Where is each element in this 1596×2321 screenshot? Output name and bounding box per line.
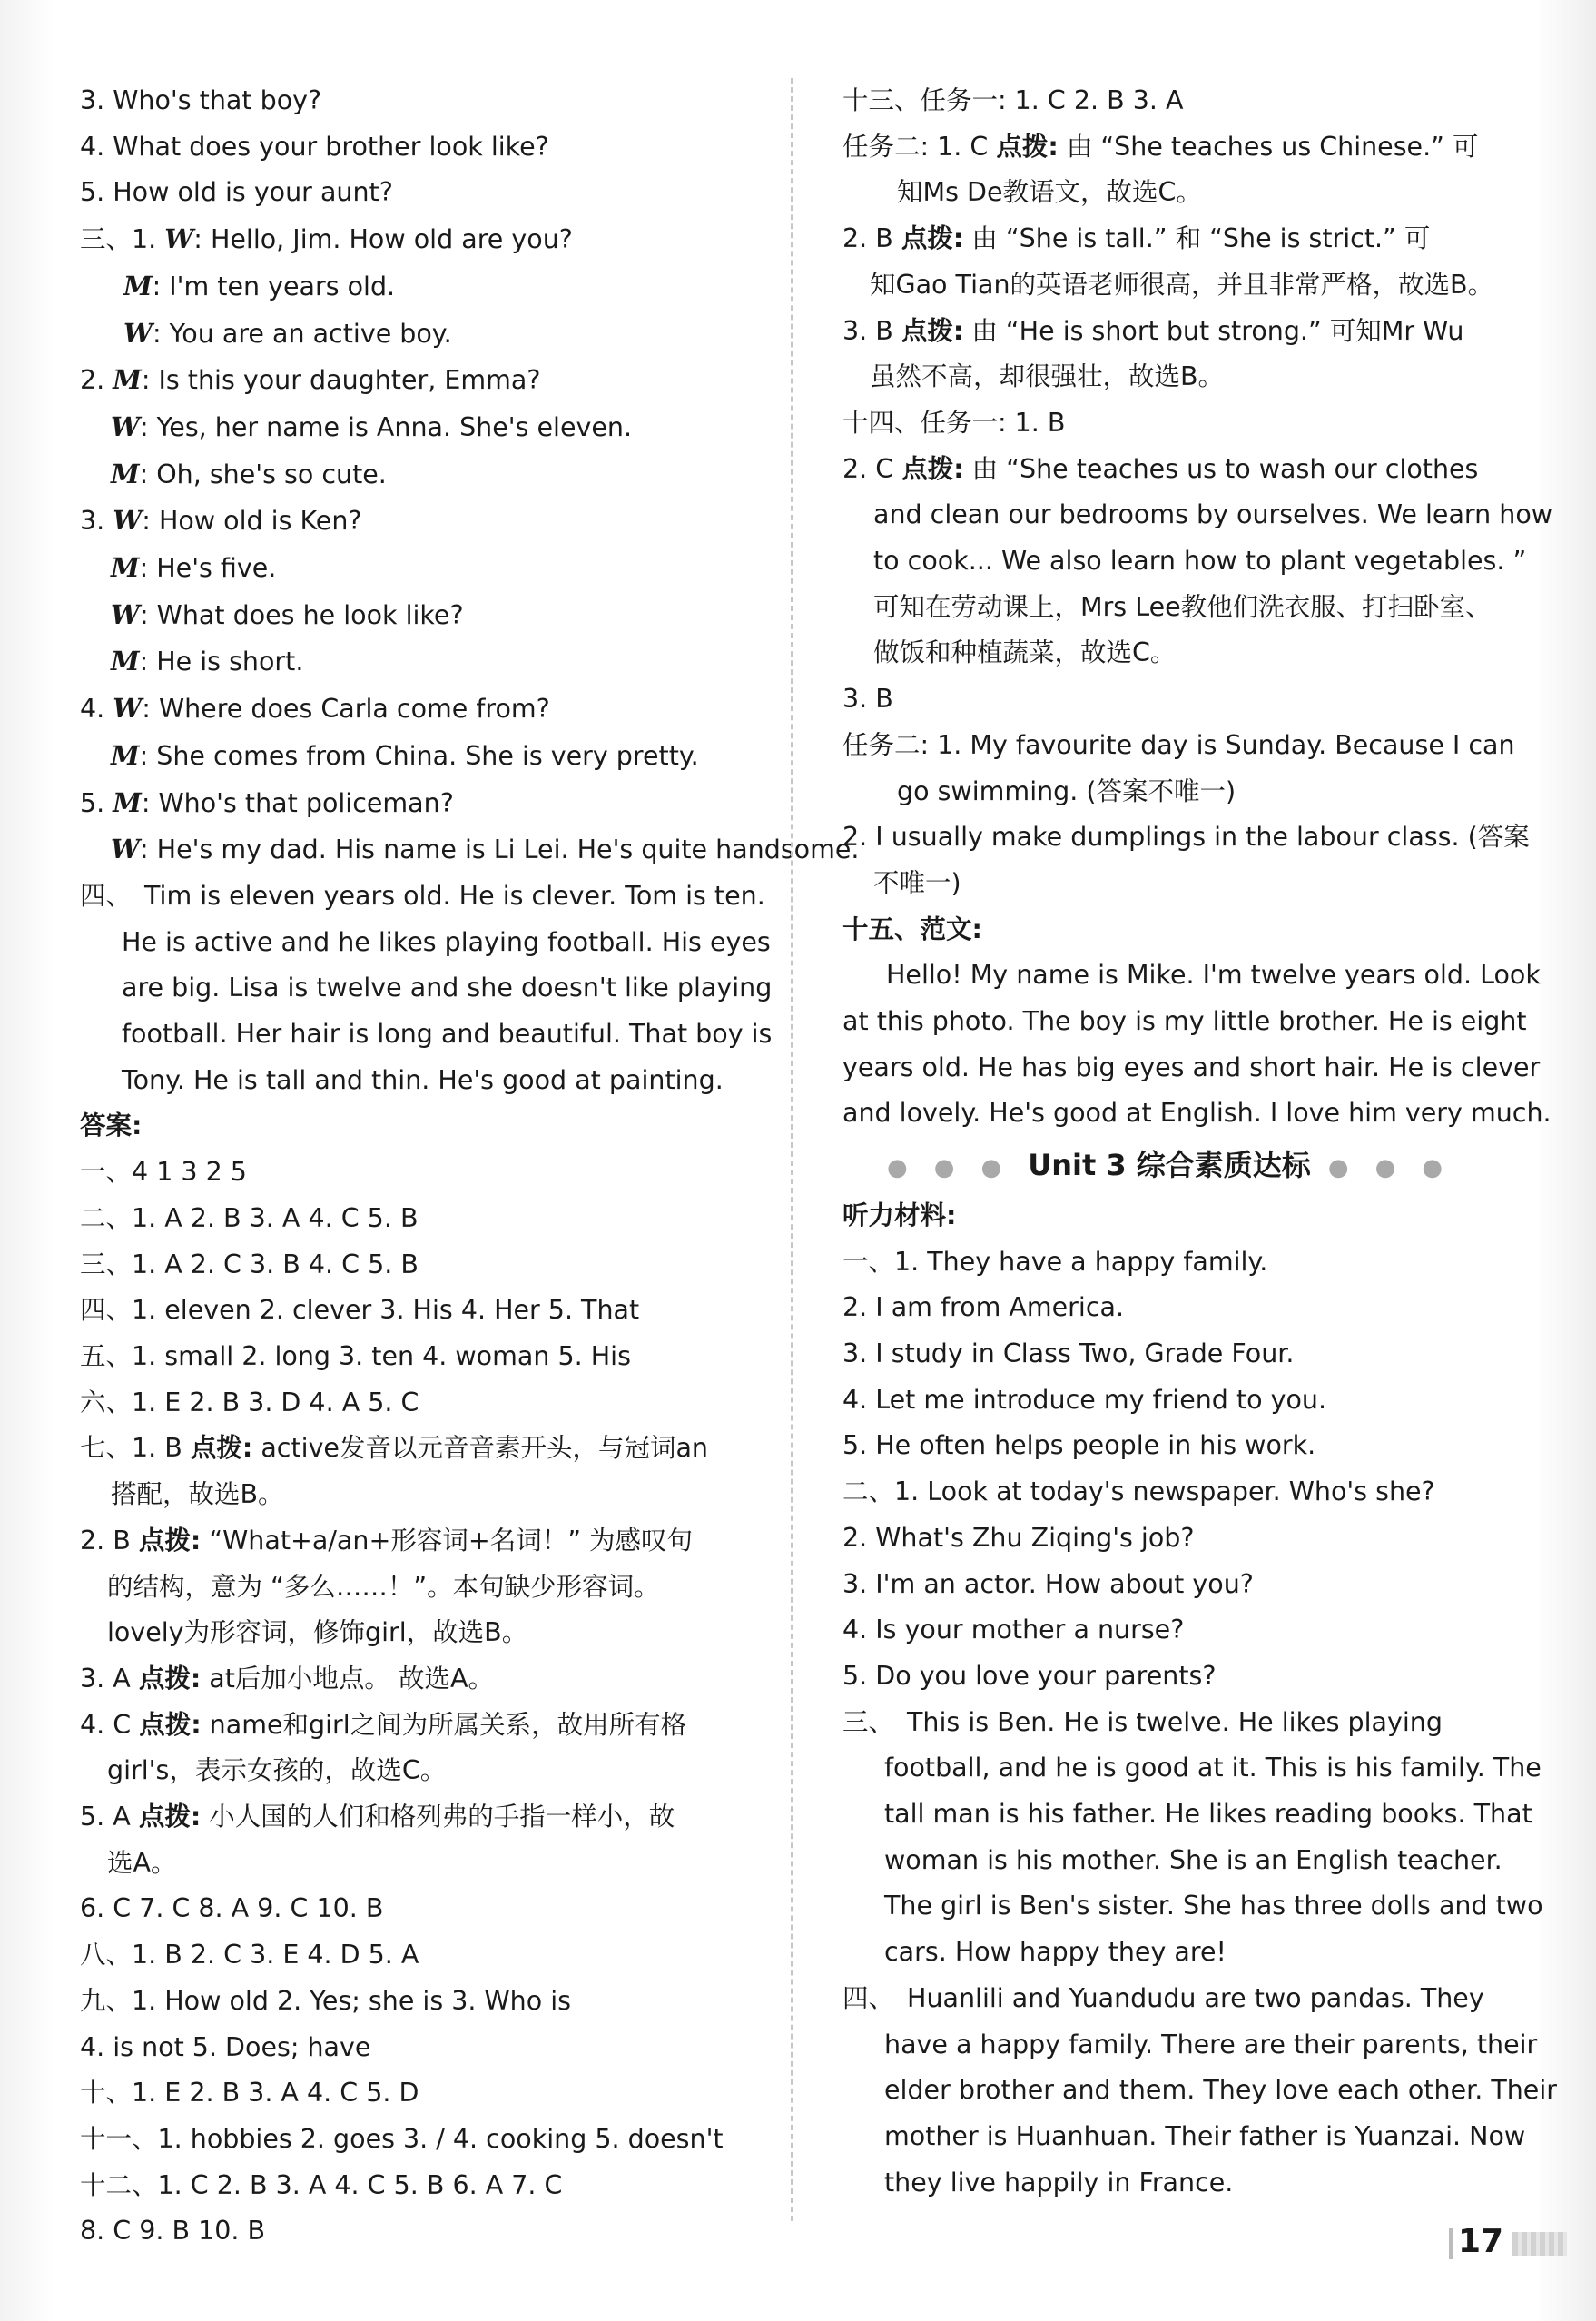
line-text: active发音以元音音素开头，与冠词an	[252, 1433, 708, 1464]
item-number: 4. C	[80, 1709, 140, 1740]
text-line	[80, 686, 752, 733]
line-text: girl's，表示女孩的，故选C。	[107, 1755, 447, 1786]
text-line	[80, 780, 752, 827]
line-text: Huanlili and Yuandudu are two pandas. They	[907, 1982, 1484, 2013]
line-text: 由 “She is tall.” 和 “She is strict.” 可	[963, 223, 1431, 254]
bold-label: 点拨:	[138, 1802, 202, 1832]
text-line	[842, 124, 1496, 171]
line-text: have a happy family. There are their parents, their	[884, 2029, 1538, 2059]
line-text: cars. How happy they are!	[884, 1937, 1227, 1968]
speaker-label: W	[164, 223, 194, 255]
line-text: they live happily in France.	[884, 2167, 1234, 2198]
line-text: 知Gao Tian的英语老师很高，并且非常严格，故选B。	[870, 269, 1494, 300]
text-line: 5. Do you love your parents?	[842, 1660, 1217, 1691]
line-text: go swimming. (答案不唯一)	[897, 775, 1236, 806]
line-text: tall man is his father. He likes reading books. That	[884, 1799, 1532, 1830]
text-line: 一、1. They have a happy family.	[842, 1246, 1268, 1277]
text-line: 二、1. Look at today's newspaper. Who's she?	[842, 1477, 1435, 1507]
text-line: 3. I'm an actor. How about you?	[842, 1568, 1254, 1599]
text-line	[842, 1700, 1496, 1746]
text-line	[842, 170, 1496, 216]
item-number: 4.	[80, 694, 113, 725]
line-text: : Who's that policeman?	[141, 787, 454, 818]
text-line: 4. is not 5. Does; have	[80, 2031, 371, 2062]
line-text: : He's five.	[139, 553, 277, 584]
text-line	[842, 2068, 1557, 2114]
text-line	[80, 592, 752, 639]
text-line	[80, 965, 773, 1012]
left-column	[80, 78, 860, 2255]
text-line: 8. C 9. B 10. B	[80, 2216, 266, 2247]
bold-label: 点拨:	[138, 1525, 202, 1556]
section-label: 四、	[80, 880, 133, 911]
speaker-label: M	[113, 364, 142, 396]
text-line	[80, 1565, 752, 1611]
right-column	[842, 78, 1557, 2206]
item-number: 三、1.	[80, 224, 165, 255]
line-text: : She comes from China. She is very pretty.	[139, 740, 699, 771]
text-line: 3. Who's that boy?	[80, 85, 322, 115]
item-number: 5. A	[80, 1802, 139, 1832]
line-text: Hello! My name is Mike. I'm twelve years old. Look	[886, 960, 1541, 991]
section-label: 三、	[842, 1706, 895, 1737]
text-line: 五、1. small 2. long 3. ten 4. woman 5. His	[80, 1340, 631, 1371]
text-line: 一、4 1 3 2 5	[80, 1157, 247, 1188]
text-line: 2. I am from America.	[842, 1292, 1125, 1323]
text-line	[80, 311, 752, 358]
text-line	[842, 2022, 1538, 2069]
speaker-label: W	[111, 598, 141, 630]
line-text: : Yes, her name is Anna. She's eleven.	[140, 411, 633, 442]
text-line	[842, 2160, 1496, 2207]
text-line	[842, 861, 1496, 907]
text-line	[80, 1656, 752, 1703]
text-line: 十二、1. C 2. B 3. A 4. C 5. B 6. A 7. C	[80, 2169, 563, 2200]
line-text: 搭配，故选B。	[111, 1479, 284, 1510]
item-number: 2. C	[842, 453, 902, 484]
item-number: 任务二: 1. C	[842, 131, 997, 162]
line-text: elder brother and them. They love each other. Their	[884, 2075, 1557, 2106]
line-text: 不唯一)	[873, 867, 961, 898]
item-number: 5.	[80, 787, 113, 818]
text-line	[80, 1794, 752, 1841]
line-text: football. Her hair is long and beautiful. That boy is	[122, 1019, 773, 1050]
text-line: at this photo. The boy is my little brother. He is eight	[842, 1006, 1527, 1037]
column-divider	[791, 78, 793, 2221]
line-text: This is Ben. He is twelve. He likes playing	[907, 1706, 1443, 1737]
line-text: 选A。	[107, 1847, 177, 1878]
section-title-text: Unit 3 综合素质达标	[1028, 1148, 1311, 1183]
text-line	[842, 907, 1496, 953]
text-line	[842, 447, 1496, 493]
text-line	[80, 216, 752, 263]
line-text: : Oh, she's so cute.	[139, 459, 387, 489]
speaker-label: W	[111, 410, 141, 442]
text-line	[842, 769, 1496, 815]
line-text: : You are an active boy.	[153, 318, 452, 349]
text-line	[80, 545, 752, 592]
text-line: 4. Let me introduce my friend to you.	[842, 1384, 1327, 1415]
text-line	[842, 585, 1496, 631]
line-text: Tony. He is tall and thin. He's good at painting.	[122, 1064, 724, 1095]
bold-label: 点拨:	[901, 223, 964, 254]
line-text: : Is this your daughter, Emma?	[141, 365, 541, 396]
line-text: name和girl之间为所属关系，故用所有格	[201, 1709, 687, 1740]
text-line	[80, 1703, 752, 1749]
text-line	[842, 1930, 1496, 1976]
page-number: 17	[1458, 2223, 1504, 2260]
bold-label: 点拨:	[996, 131, 1059, 162]
item-number: 3.	[80, 506, 113, 537]
text-line: 4. Is your mother a nurse?	[842, 1615, 1185, 1645]
text-line	[80, 451, 752, 499]
text-line: 4. What does your brother look like?	[80, 131, 549, 162]
bold-label: 点拨:	[139, 1709, 202, 1740]
text-line	[842, 2114, 1526, 2160]
text-line: 3. I study in Class Two, Grade Four.	[842, 1338, 1295, 1368]
text-line: 3. B	[842, 684, 893, 715]
line-text: are big. Lisa is twelve and she doesn't like playing	[122, 973, 773, 1003]
text-line: 十、1. E 2. B 3. A 4. C 5. D	[80, 2078, 419, 2109]
line-text: mother is Huanhuan. Their father is Yuanzai. Now	[884, 2120, 1526, 2151]
speaker-label: M	[123, 270, 153, 301]
speaker-label: M	[111, 739, 140, 771]
line-text: 由 “She teaches us to wash our clothes	[963, 453, 1479, 484]
item-number: 3. B	[842, 315, 901, 346]
text-line	[842, 309, 1496, 355]
speaker-label: W	[111, 834, 141, 865]
text-line	[80, 404, 752, 451]
page-number-bar	[1449, 2228, 1453, 2259]
text-line	[842, 1193, 1496, 1240]
line-text: The girl is Ben's sister. She has three dolls and two	[884, 1891, 1543, 1921]
speaker-label: W	[123, 317, 153, 349]
line-text: woman is his mother. She is an English teacher.	[884, 1844, 1502, 1875]
text-line	[80, 733, 752, 780]
page-corner-tab	[1512, 2232, 1567, 2256]
text-line: 三、1. A 2. C 3. B 4. C 5. B	[80, 1249, 419, 1279]
text-line	[80, 1518, 752, 1565]
text-line	[842, 216, 1496, 262]
line-text: 知Ms De教语文，故选C。	[897, 177, 1202, 208]
line-text: : What does he look like?	[140, 599, 464, 630]
text-line	[80, 638, 752, 686]
text-line: years old. He has big eyes and short hair. He is clever	[842, 1052, 1541, 1082]
line-text: : He's my dad. His name is Li Lei. He's quite handsome.	[140, 835, 860, 865]
line-text: 虽然不高，却很强壮，故选B。	[870, 361, 1225, 392]
bold-label: 十五、范文:	[842, 914, 982, 944]
item-number: 2. B	[842, 223, 901, 254]
text-line: 6. C 7. C 8. A 9. C 10. B	[80, 1893, 384, 1924]
text-line	[80, 1748, 752, 1794]
bold-label: 点拨:	[901, 453, 964, 484]
line-text: : Hello, Jim. How old are you?	[193, 224, 573, 255]
line-text: 做饭和种植蔬菜，故选C。	[873, 637, 1177, 668]
speaker-label: W	[113, 693, 143, 725]
item-number: 七、1. B	[80, 1433, 191, 1464]
line-text: “What+a/an+形容词+名词！” 为感叹句	[201, 1525, 694, 1556]
text-line	[80, 1426, 752, 1472]
speaker-label: M	[111, 646, 140, 677]
text-line: 二、1. A 2. B 3. A 4. C 5. B	[80, 1202, 419, 1233]
text-line: 六、1. E 2. B 3. D 4. A 5. C	[80, 1387, 419, 1417]
bold-label: 点拨:	[138, 1663, 202, 1694]
speaker-label: M	[111, 458, 140, 489]
text-line	[80, 1012, 773, 1058]
text-line	[842, 953, 1541, 999]
text-line	[80, 920, 771, 966]
bold-label: 听力材料:	[842, 1200, 957, 1230]
line-text: 由 “She teaches us Chinese.” 可	[1058, 131, 1479, 162]
text-line: 十三、任务一: 1. C 2. B 3. A	[842, 85, 1184, 115]
text-line: 十一、1. hobbies 2. goes 3. / 4. cooking 5. doesn't	[80, 2123, 724, 2154]
text-line	[842, 1838, 1502, 1884]
line-text: at后加小地点。 故选A。	[201, 1663, 494, 1694]
line-text: 可知在劳动课上，Mrs Lee教他们洗衣服、打扫卧室、	[873, 591, 1492, 622]
text-line: 2. I usually make dumplings in the labour class. (答案	[842, 822, 1530, 853]
line-text: : He is short.	[139, 647, 304, 677]
bold-label: 答案:	[80, 1111, 143, 1141]
line-text: lovely为形容词，修饰girl，故选B。	[107, 1617, 528, 1648]
title-dots-left: ● ● ●	[886, 1154, 1029, 1182]
text-line: 2. What's Zhu Ziqing's job?	[842, 1522, 1195, 1553]
line-text: 由 “He is short but strong.” 可知Mr Wu	[963, 315, 1464, 346]
line-text: : How old is Ken?	[142, 506, 362, 537]
text-line	[80, 1610, 752, 1656]
text-line	[80, 1058, 752, 1104]
text-line: 5. How old is your aunt?	[80, 177, 393, 208]
title-dots-right: ● ● ●	[1310, 1154, 1453, 1182]
text-line	[80, 1103, 752, 1150]
line-text: : Where does Carla come from?	[142, 694, 550, 725]
text-line	[842, 1745, 1542, 1792]
text-line: and lovely. He's good at English. I love him very much.	[842, 1098, 1552, 1129]
line-text: and clean our bedrooms by ourselves. We learn how	[873, 499, 1553, 530]
text-line: 九、1. How old 2. Yes; she is 3. Who is	[80, 1985, 571, 2016]
speaker-label: M	[113, 786, 142, 818]
text-line: 任务二: 1. My favourite day is Sunday. Because I can	[842, 729, 1515, 760]
line-text: He is active and he likes playing football. His eyes	[122, 926, 771, 957]
text-line: 八、1. B 2. C 3. E 4. D 5. A	[80, 1940, 419, 1970]
text-line	[80, 826, 860, 874]
text-line	[80, 1472, 752, 1518]
bold-label: 点拨:	[901, 315, 964, 346]
speaker-label: W	[113, 505, 143, 537]
text-line: 5. He often helps people in his work.	[842, 1430, 1316, 1461]
line-text: 的结构，意为 “多么……！”。本句缺少形容词。	[107, 1571, 660, 1602]
line-text: to cook... We also learn how to plant vegetables. ”	[873, 546, 1527, 577]
bold-label: 点拨:	[190, 1433, 253, 1464]
line-text: Tim is eleven years old. He is clever. Tom is ten.	[144, 880, 765, 911]
text-line: 四、1. eleven 2. clever 3. His 4. Her 5. That	[80, 1295, 640, 1326]
speaker-label: M	[111, 552, 140, 584]
text-line: 十四、任务一: 1. B	[842, 407, 1066, 438]
text-line	[80, 498, 752, 545]
text-line	[842, 492, 1553, 538]
line-text: 小人国的人们和格列弗的手指一样小，故	[201, 1802, 675, 1832]
text-line	[842, 1792, 1532, 1838]
text-line	[80, 357, 752, 404]
text-line	[842, 354, 1496, 400]
item-number: 2. B	[80, 1525, 139, 1556]
item-number: 3. A	[80, 1663, 139, 1694]
section-label: 四、	[842, 1982, 895, 2013]
text-line	[842, 538, 1527, 585]
text-line	[842, 1883, 1543, 1930]
text-line	[842, 630, 1496, 677]
line-text: : I'm ten years old.	[152, 271, 396, 301]
line-text: football, and he is good at it. This is his family. The	[884, 1753, 1542, 1783]
text-line	[80, 1841, 752, 1887]
text-line	[80, 263, 752, 311]
section-title	[842, 1142, 1496, 1191]
text-line	[842, 1976, 1496, 2022]
item-number: 2.	[80, 365, 113, 396]
text-line	[842, 262, 1496, 309]
text-line	[80, 874, 765, 920]
